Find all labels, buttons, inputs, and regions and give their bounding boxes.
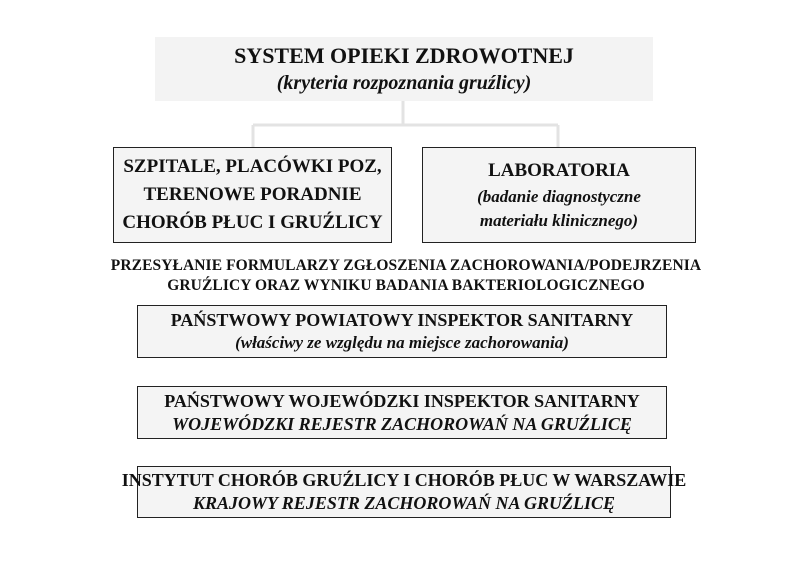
county-inspector-title: PAŃSTWOWY POWIATOWY INSPEKTOR SANITARNY (170, 310, 634, 330)
health-system-subtitle: (kryteria rozpoznania gruźlicy) (276, 72, 532, 94)
transfer-line-2: GRUŹLICY ORAZ WYNIKU BADANIA BAKTERIOLOGICZNEGO (167, 277, 645, 294)
institute-title: INSTYTUT CHORÓB GRUŹLICY I CHORÓB PŁUC W WARSZAWIE (121, 470, 687, 490)
laboratories-box (422, 147, 696, 243)
county-inspector-box (137, 305, 667, 358)
county-inspector-subtitle: (właściwy ze względu na miejsce zachorowania) (235, 333, 569, 352)
laboratories-title: LABORATORIA (488, 160, 630, 181)
hospitals-line-1: SZPITALE, PLACÓWKI POZ, (123, 156, 382, 177)
laboratories-line-1: (badanie diagnostyczne (477, 187, 641, 206)
transfer-note (100, 254, 712, 298)
health-system-box (155, 37, 653, 101)
hospitals-line-2: TERENOWE PORADNIE (143, 184, 362, 205)
hospitals-box (113, 147, 392, 243)
voivodeship-inspector-box (137, 386, 667, 439)
hospitals-line-3: CHORÓB PŁUC I GRUŹLICY (122, 212, 383, 233)
voivodeship-inspector-title: PAŃSTWOWY WOJEWÓDZKI INSPEKTOR SANITARNY (164, 390, 640, 411)
institute-box (121, 466, 687, 518)
laboratories-line-2: materiału klinicznego) (479, 211, 639, 230)
transfer-line-1: PRZESYŁANIE FORMULARZY ZGŁOSZENIA ZACHOROWANIA/PODEJRZENIA (110, 257, 702, 274)
voivodeship-register: WOJEWÓDZKI REJESTR ZACHOROWAŃ NA GRUŹLICĘ (172, 413, 632, 434)
health-system-title: SYSTEM OPIEKI ZDROWOTNEJ (234, 43, 574, 68)
national-register: KRAJOWY REJESTR ZACHOROWAŃ NA GRUŹLICĘ (192, 493, 616, 513)
